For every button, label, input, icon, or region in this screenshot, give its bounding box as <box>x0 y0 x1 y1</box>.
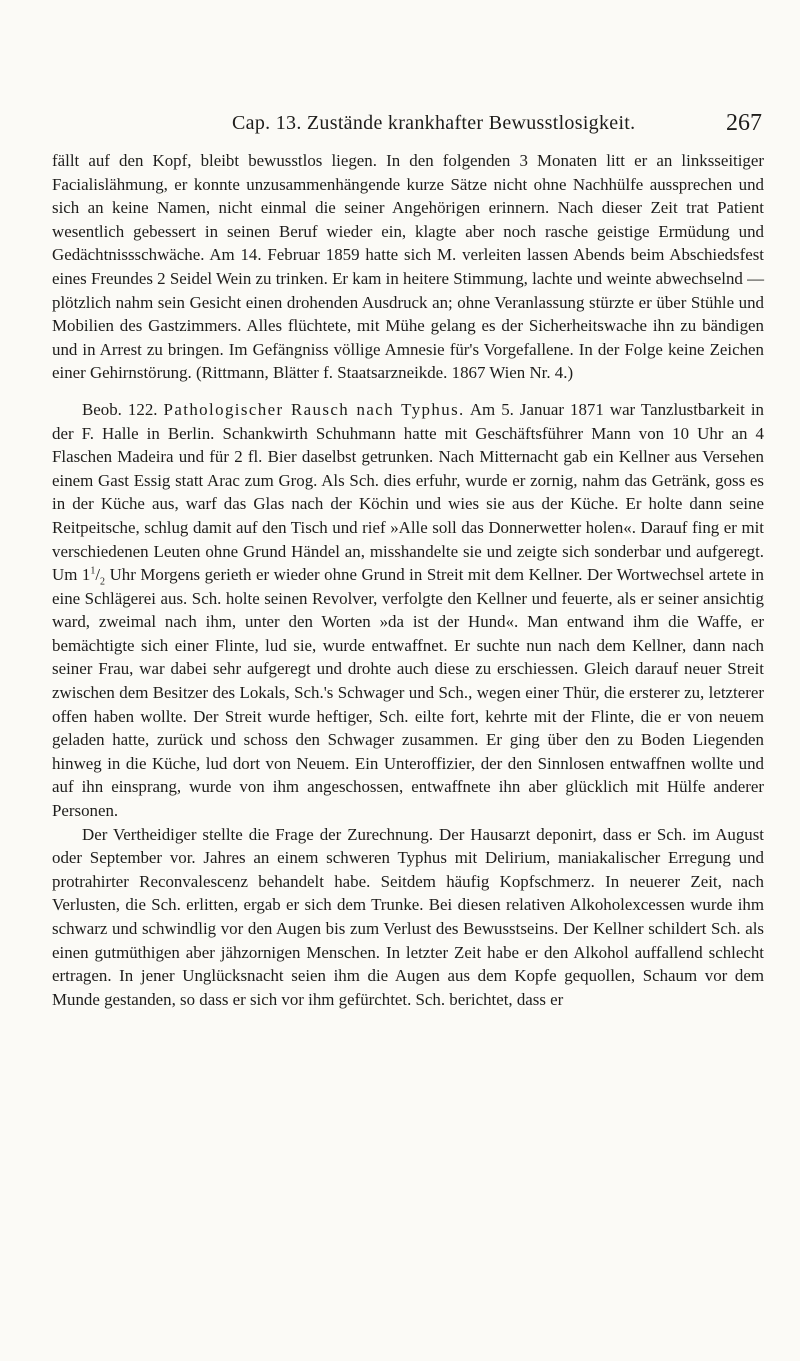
observation-heading: Pathologischer Rausch nach Typhus. <box>163 399 465 419</box>
paragraph-case-continuation: fällt auf den Kopf, bleibt bewusstlos liegen. In den folgenden 3 Monaten litt er an linksseitiger Facialislähmung, er konnte unzusammenhängende kurze Sätze nicht ohne Nachhülfe aussprechen und sich an keine Namen, nicht einmal die seiner Angehörigen erinnern. Nach dieser Zeit trat Patient wesentlich gebessert in seinen Beruf wieder ein, klagte aber noch rasche geistige Ermüdung und Gedächtnissschwäche. Am 14. Februar 1859 hatte sich M. verleiten lassen Abends beim Abschiedsfest eines Freundes 2 Seidel Wein zu trinken. Er kam in heitere Stimmung, lachte und weinte abwechselnd — plötzlich nahm sein Gesicht einen drohenden Ausdruck an; ohne Veranlassung stürzte er über Stühle und Mobilien des Gastzimmers. Alles flüchtete, mit Mühe gelang es der Sicherheitswache ihn zu bändigen und in Arrest zu bringen. Im Gefängniss völlige Amnesie für's Vorgefallene. In der Folge keine Zeichen einer Gehirnstörung. (Rittmann, Blätter f. Staatsarzneikde. 1867 Wien Nr. 4.) <box>52 151 764 383</box>
paragraph-observation-122: Beob. 122. Pathologischer Rausch nach Typhus. Am 5. Januar 1871 war Tanzlustbarkeit in der F. Halle in Berlin. Schankwirth Schuhmann hatte mit Geschäftsführer Mann von 10 Uhr an 4 Flaschen Madeira und für 2 fl. Bier daselbst getrunken. Nach Mitternacht gab ein Kellner aus Versehen einem Gast Essig statt Arac zum Grog. Als Sch. dies erfuhr, wurde er zornig, nahm das Getränk, goss es in der Küche aus, warf das Glas nach der Köchin und wies sie aus der Küche. Er holte dann seine Reitpeitsche, schlug damit auf den Tisch und rief »Alle soll das Donnerwetter holen«. Darauf fing er mit verschiedenen Leuten ohne Grund Händel an, misshandelte sie und zeigte sich sonderbar und aufgeregt. Um $1^1/_2$ Uhr Morgens gerieth er wieder ohne Grund in Streit mit dem Kellner. Der Wortwechsel artete in eine Schlägerei aus. Sch. holte seinen Revolver, verfolgte den Kellner und feuerte, als er seiner ansichtig ward, zweimal nach ihm, unter den Worten »da ist der Hund«. Man entwand ihm die Waffe, er bemächtigte sich einer Flinte, lud sie, wurde entwaffnet. Er suchte nun nach dem Kellner, dann nach seiner Frau, war dabei sehr aufgeregt und drohte auch diese zu erschiessen. Gleich darauf neuer Streit zwischen dem Besitzer des Lokals, Sch.'s Schwager und Sch., wegen einer Thür, die ersterer zu, letzterer offen haben wollte. Der Streit wurde heftiger, Sch. eilte fort, kehrte mit der Flinte, die er von neuem geladen hatte, zurück und schoss den Schwager zusammen. Er ging über den zu Boden Liegenden hinweg in die Küche, lud dort von Neuem. Ein Unteroffizier, der den Sinnlosen entwaffnen wollte und auf ihn einsprang, wurde von ihm angeschossen, entwaffnete ihn aber glücklich mit Hülfe anderer Personen. <box>52 399 764 821</box>
paragraph-gap <box>52 385 764 398</box>
page-number: 267 <box>726 110 762 136</box>
fraction-numerator: 1 <box>90 565 96 577</box>
paragraph-defence: Der Vertheidiger stellte die Frage der Zurechnung. Der Hausarzt deponirt, dass er Sch. im August oder September vor. Jahres an einem schweren Typhus mit Delirium, maniakalischer Erregung und protrahirter Reconvalescenz behandelt habe. Seitdem häufig Kopfschmerz. In neuerer Zeit, nach Verlusten, die Sch. erlitten, ergab er sich dem Trunke. Bei diesen relativen Alkoholexcessen wurde ihm schwarz und schwindlig vor den Augen bis zum Verlust des Bewusstseins. Der Kellner schildert Sch. als einen gutmüthigen aber jähzornigen Menschen. In letzter Zeit habe er den Alkohol auffallend schlecht ertragen. In jener Unglücksnacht seien ihm die Augen aus dem Kopfe gequollen, Schaum vor dem Munde gestanden, so dass er sich vor ihm gefürchtet. Sch. berichtet, dass er <box>52 824 764 1009</box>
observation-number: Beob. 122. <box>82 399 158 419</box>
fraction-whole: 1 <box>81 565 91 585</box>
fraction-denominator: 2 <box>100 576 106 588</box>
body-text <box>52 149 764 1011</box>
chapter-title: Cap. 13. Zustände krankhafter Bewusstlosigkeit. <box>232 112 636 134</box>
running-head <box>52 112 762 138</box>
observation-text-part2: Uhr Morgens gerieth er wieder ohne Grund in Streit mit dem Kellner. Der Wortwechsel artete in eine Schlägerei aus. Sch. holte seinen Revolver, verfolgte den Kellner und feuerte, als er seiner ansichtig ward, zweimal nach ihm, unter den Worten »da ist der Hund«. Man entwand ihm die Waffe, er bemächtigte sich einer Flinte, lud sie, wurde entwaffnet. Er suchte nun nach dem Kellner, dann nach seiner Frau, war dabei sehr aufgeregt und drohte auch diese zu erschiessen. Gleich darauf neuer Streit zwischen dem Besitzer des Lokals, Sch.'s Schwager und Sch., wegen einer Thür, die ersterer zu, letzterer offen haben wollte. Der Streit wurde heftiger, Sch. eilte fort, kehrte mit der Flinte, die er von neuem geladen hatte, zurück und schoss den Schwager zusammen. Er ging über den zu Boden Liegenden hinweg in die Küche, lud dort von Neuem. Ein Unteroffizier, der den Sinnlosen entwaffnen wollte und auf ihn einsprang, wurde von ihm angeschossen, entwaffnete ihn aber glücklich mit Hülfe anderer Personen. <box>52 565 764 821</box>
observation-text-part1: Am 5. Januar 1871 war Tanzlustbarkeit in der F. Halle in Berlin. Schankwirth Schuhmann hatte mit Geschäftsführer Mann von 10 Uhr an 4 Flaschen Madeira und für 2 fl. Bier daselbst getrunken. Nach Mitternacht gab ein Kellner aus Versehen einem Gast Essig statt Arac zum Grog. Als Sch. dies erfuhr, wurde er zornig, nahm das Getränk, goss es in der Küche aus, warf das Glas nach der Köchin und wies sie aus der Küche. Er holte dann seine Reitpeitsche, schlug damit auf den Tisch und rief »Alle soll das Donnerwetter holen«. Darauf fing er mit verschiedenen Leuten ohne Grund Händel an, misshandelte sie und zeigte sich sonderbar und aufgeregt. Um <box>52 399 764 585</box>
